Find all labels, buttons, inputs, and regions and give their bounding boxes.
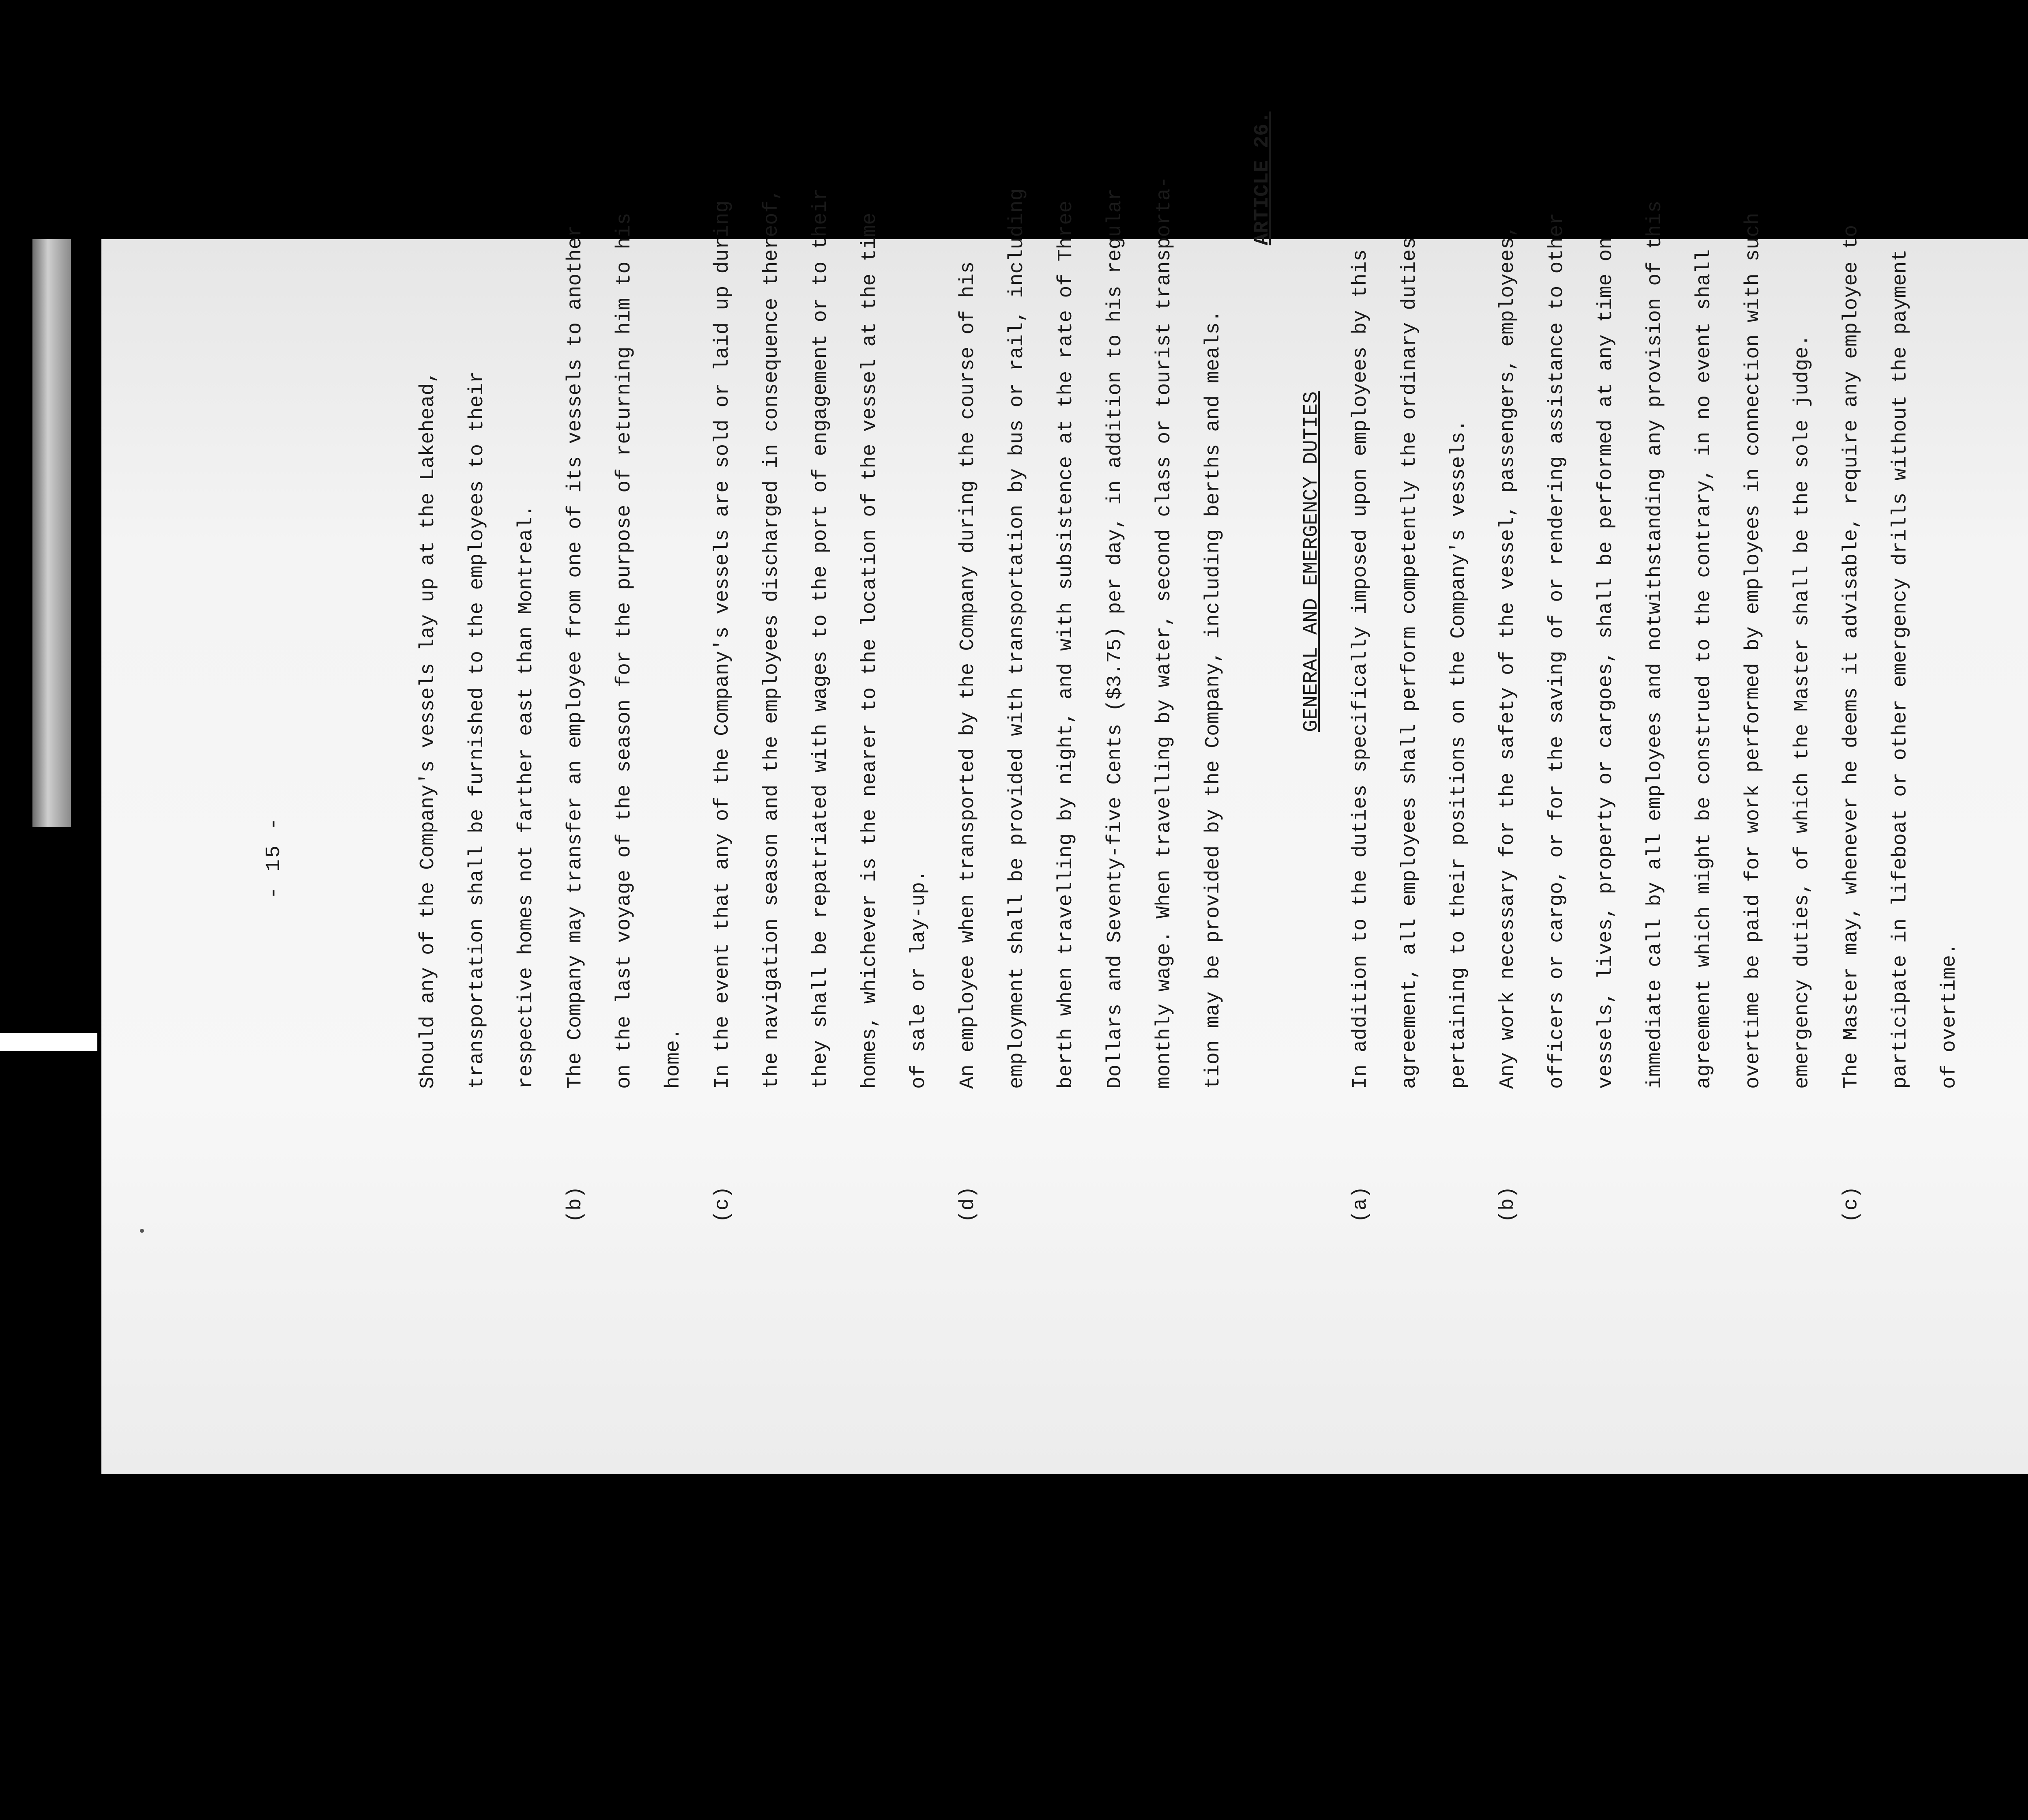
article-title: ARTICLE 26. [1251, 111, 1274, 245]
text-line: of sale or lay-up. [907, 869, 930, 1089]
clause-b-line [1483, 0, 1532, 1223]
clause-marker: (a) [1349, 1186, 1372, 1223]
text-line: on the last voyage of the season for the purpose of returning him to his [613, 212, 636, 1089]
text-line: agreement which might be construed to the contrary, in no event shall [1693, 249, 1716, 1089]
clause-marker: (b) [564, 1186, 587, 1223]
clause-a-line [1336, 0, 1385, 1223]
film-mark-left [0, 1033, 97, 1051]
text-line: In addition to the duties specifically imposed upon employees by this [1349, 249, 1372, 1089]
body-text [233, 0, 1974, 1223]
clause-c-line [698, 0, 747, 1223]
text-line: overtime be paid for work performed by employees in connection with such [1742, 212, 1765, 1089]
clause-marker: (c) [711, 1186, 734, 1223]
text-line: respective homes not farther east than Montreal. [515, 504, 538, 1089]
article-heading: GENERAL AND EMERGENCY DUTIES [1300, 391, 1323, 732]
text-line: monthly wage. When travelling by water, second class or tourist transporta- [1153, 176, 1176, 1089]
clause-c-line [1827, 0, 1876, 1223]
text-line: of overtime. [1938, 942, 1961, 1089]
page-number: - 15 - [262, 816, 286, 899]
text-line: participate in lifeboat or other emergency drills without the payment [1889, 249, 1912, 1089]
text-line: The Company may transfer an employee from one of its vessels to another [564, 225, 587, 1089]
text-line: tion may be provided by the Company, including berths and meals. [1202, 310, 1225, 1089]
text-line: agreement, all employees shall perform competently the ordinary duties [1398, 237, 1421, 1089]
text-line: transportation shall be furnished to the employees to their [466, 371, 489, 1089]
text-line: homes, whichever is the nearer to the location of the vessel at the time [858, 212, 881, 1089]
clause-marker: (d) [956, 1186, 980, 1223]
text-line: Should any of the Company's vessels lay up at the Lakehead, [417, 371, 440, 1089]
clause-marker: (c) [1840, 1186, 1863, 1223]
text-line: An employee when transported by the Company during the course of his [956, 261, 980, 1089]
speck [140, 1229, 144, 1233]
clause-b-line [551, 0, 600, 1223]
top-spacer [233, 0, 404, 1089]
text-line: immediate call by all employees and notwithstanding any provision of this [1643, 200, 1667, 1089]
clause-d-line [943, 0, 993, 1223]
text-line: pertaining to their positions on the Company's vessels. [1447, 419, 1470, 1089]
text-line: the navigation season and the employees discharged in consequence thereof, [760, 188, 783, 1089]
text-line: officers or cargo, or for the saving of or rendering assistance to other [1545, 212, 1568, 1089]
text-line: The Master may, whenever he deems it advisable, require any employee to [1840, 225, 1863, 1089]
text-line: they shall be repatriated with wages to the port of engagement or to their [809, 188, 832, 1089]
text-line: employment shall be provided with transportation by bus or rail, including [1005, 188, 1029, 1089]
text-line: Dollars and Seventy-five Cents ($3.75) per day, in addition to his regular [1104, 188, 1127, 1089]
text-line: home. [662, 1028, 685, 1089]
film-edge-strip [32, 239, 71, 827]
text-line: vessels, lives, property or cargoes, shall be performed at any time on [1594, 237, 1618, 1089]
text-line: Any work necessary for the safety of the vessel, passengers, employees, [1496, 225, 1519, 1089]
rotated-text-sheet [233, 111, 2028, 1446]
scanned-page [101, 111, 2028, 1474]
clause-marker: (b) [1496, 1186, 1519, 1223]
text-line: berth when travelling by night, and with subsistence at the rate of Three [1055, 200, 1078, 1089]
text-line: In the event that any of the Company's vessels are sold or laid up during [711, 200, 734, 1089]
text-line: emergency duties, of which the Master shall be the sole judge. [1791, 334, 1814, 1089]
